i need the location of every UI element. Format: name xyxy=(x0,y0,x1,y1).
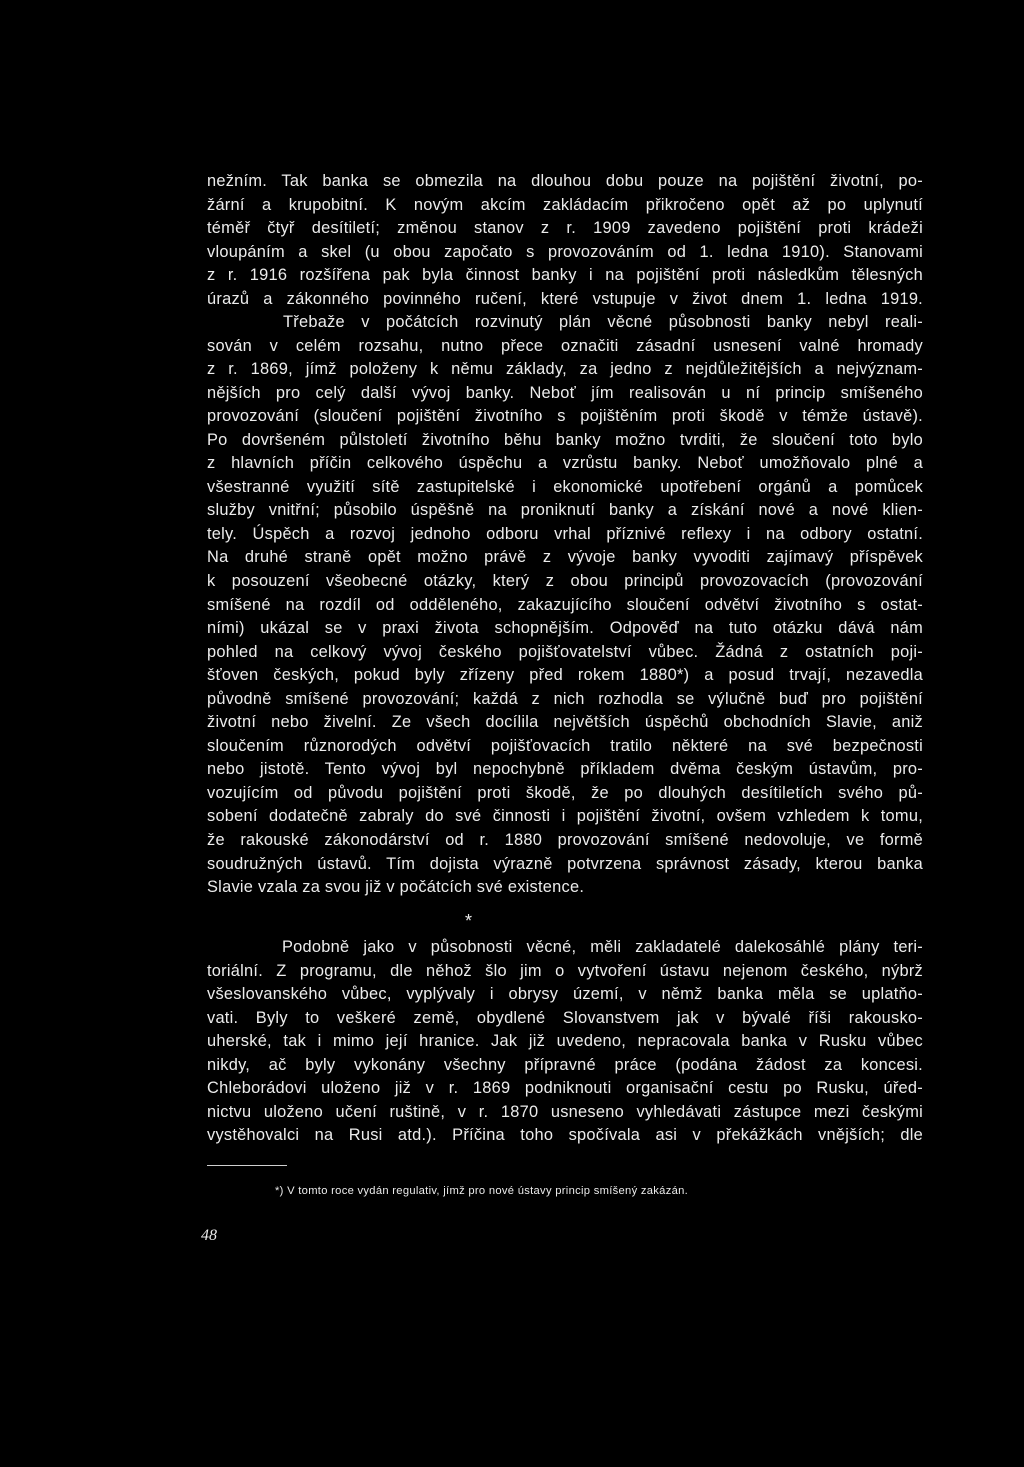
text-line: téměř čtyř desítiletí; změnou stanov z r. 1909 zavedeno pojištění proti krádeži xyxy=(207,219,923,238)
text-line: Po dovršeném půlstoletí životního běhu banky možno tvrditi, že sloučení toto bylo xyxy=(207,430,923,449)
text-line: ními) ukázal se v praxi života schopnějším. Odpověď na tuto otázku dává nám xyxy=(207,619,923,638)
text-line: Slavie vzala za svou již v počátcích své existence. xyxy=(207,878,585,897)
text-line: životní nebo živelní. Ze všech docílila největších úspěchů obchodních Slavie, aniž xyxy=(207,713,923,732)
text-line: sloučením různorodých odvětví pojišťovacích tratilo některé na své bezpečnosti xyxy=(207,736,923,755)
text-line: žární a krupobitní. K novým akcím zakládacím přikročeno opět až po uplynutí xyxy=(207,195,923,214)
text-line: tely. Úspěch a rozvoj jednoho odboru vrhal příznivé reflexy i na odbory ostatní. xyxy=(207,524,923,543)
text-line: sobení dodatečně zabraly do své činnosti i pojištění životní, ovšem vzhledem k tomu, xyxy=(207,807,923,826)
text-line: původně smíšené provozování; každá z nich rozhodla se výlučně buď pro pojištění xyxy=(207,689,923,708)
footnote: *) V tomto roce vydán regulativ, jímž pro nové ústavy princip smíšený zakázán. xyxy=(275,1185,689,1197)
text-line: že rakouské zákonodárství od r. 1880 provozování smíšené nedovoluje, ve formě xyxy=(207,831,923,850)
text-line: soudružných ústavů. Tím dojista výrazně potvrzena správnost zásady, kterou banka xyxy=(207,854,923,873)
text-line: vystěhovalci na Rusi atd.). Příčina toho spočívala asi v překážkách vnějších; dle xyxy=(207,1126,923,1145)
text-line: všeslovanského vůbec, vyplývaly i obrysy území, v němž banka měla se uplatňo- xyxy=(207,985,923,1004)
text-line: vati. Byly to veškeré země, obydlené Slovanstvem jak v bývalé říši rakousko- xyxy=(207,1008,923,1027)
text-line: sován v celém rozsahu, nutno přece označiti zásadní usnesení valné hromady xyxy=(207,336,923,355)
page-number: 48 xyxy=(201,1227,217,1244)
text-line: z hlavních příčin celkového úspěchu a vzrůstu banky. Neboť umožňovalo plné a xyxy=(207,454,923,473)
text-line: nebo jistotě. Tento vývoj byl nepochybně příkladem dvěma českým ústavům, pro- xyxy=(207,760,923,779)
text-line: z r. 1869, jímž položeny k němu základy, za jedno z nejdůležitějších a nejvýznam- xyxy=(207,360,923,379)
text-line: Podobně jako v působnosti věcné, měli zakladatelé dalekosáhlé plány teri- xyxy=(282,938,923,956)
text-line: toriální. Z programu, dle něhož šlo jim o vytvoření ústavu nejenom českého, nýbrž xyxy=(207,961,923,980)
text-line: nictvu uloženo učení ruštině, v r. 1870 usneseno vyhledávati zástupce mezi českými xyxy=(207,1102,923,1121)
text-line: k posouzení všeobecné otázky, který z obou principů provozovacích (provozování xyxy=(207,572,923,591)
text-line: uherské, tak i mimo její hranice. Jak již uvedeno, nepracovala banka v Rusku vůbec xyxy=(207,1032,923,1051)
section-separator-asterisk: * xyxy=(465,911,473,931)
text-line: Na druhé straně opět možno právě z vývoje banky vyvoditi zajímavý příspěvek xyxy=(207,548,923,567)
text-line: nežním. Tak banka se obmezila na dlouhou dobu pouze na pojištění životní, po- xyxy=(207,172,923,190)
text-line: nějších pro celý další vývoj banky. Neboť jím realisován u ní princip smíšeného xyxy=(207,383,923,402)
text-line: vloupáním a skel (u obou započato s provozováním od 1. ledna 1910). Stanovami xyxy=(207,242,923,261)
text-line: šťoven českých, pokud byly zřízeny před rokem 1880*) a posud trvají, nezavedla xyxy=(207,666,923,685)
text-line: úrazů a zákonného povinného ručení, které vstupuje v život dnem 1. ledna 1919. xyxy=(207,289,923,308)
text-line: Chleborádovi uloženo již v r. 1869 podniknouti organisační cestu po Rusku, úřed- xyxy=(207,1079,923,1098)
footnote-rule xyxy=(207,1165,287,1166)
text-line: z r. 1916 rozšířena pak byla činnost banky i na pojištění proti následkům tělesných xyxy=(207,266,923,285)
text-line: provozování (sloučení pojištění životního s pojištěním proti škodě v témže ústavě). xyxy=(207,407,923,426)
paragraph-mixed-insurance xyxy=(207,311,923,900)
text-line: Třebaže v počátcích rozvinutý plán věcné působnosti banky nebyl reali- xyxy=(283,313,923,331)
text-line: smíšené na rozdíl od odděleného, zakazujícího sloučení odvětví životního s ostat- xyxy=(207,595,923,614)
paragraph-territorial xyxy=(207,936,923,1148)
paragraph-continuation xyxy=(207,170,923,311)
text-line: nikdy, ač byly vykonány všechny přípravné práce (podána žádost za koncesi. xyxy=(207,1055,923,1074)
text-line: vozujícím od původu pojištění proti škodě, že po dlouhých desítiletích svého pů- xyxy=(207,783,923,802)
text-line: všestranné využití sítě zastupitelské i ekonomické upotřebení orgánů a pomůcek xyxy=(207,477,923,496)
text-line: pohled na celkový vývoj českého pojišťovatelství vůbec. Žádná z ostatních poji- xyxy=(207,642,923,661)
text-line: služby vnitřní; působilo úspěšně na proniknutí banky a získání nové a nové klien- xyxy=(207,501,923,520)
